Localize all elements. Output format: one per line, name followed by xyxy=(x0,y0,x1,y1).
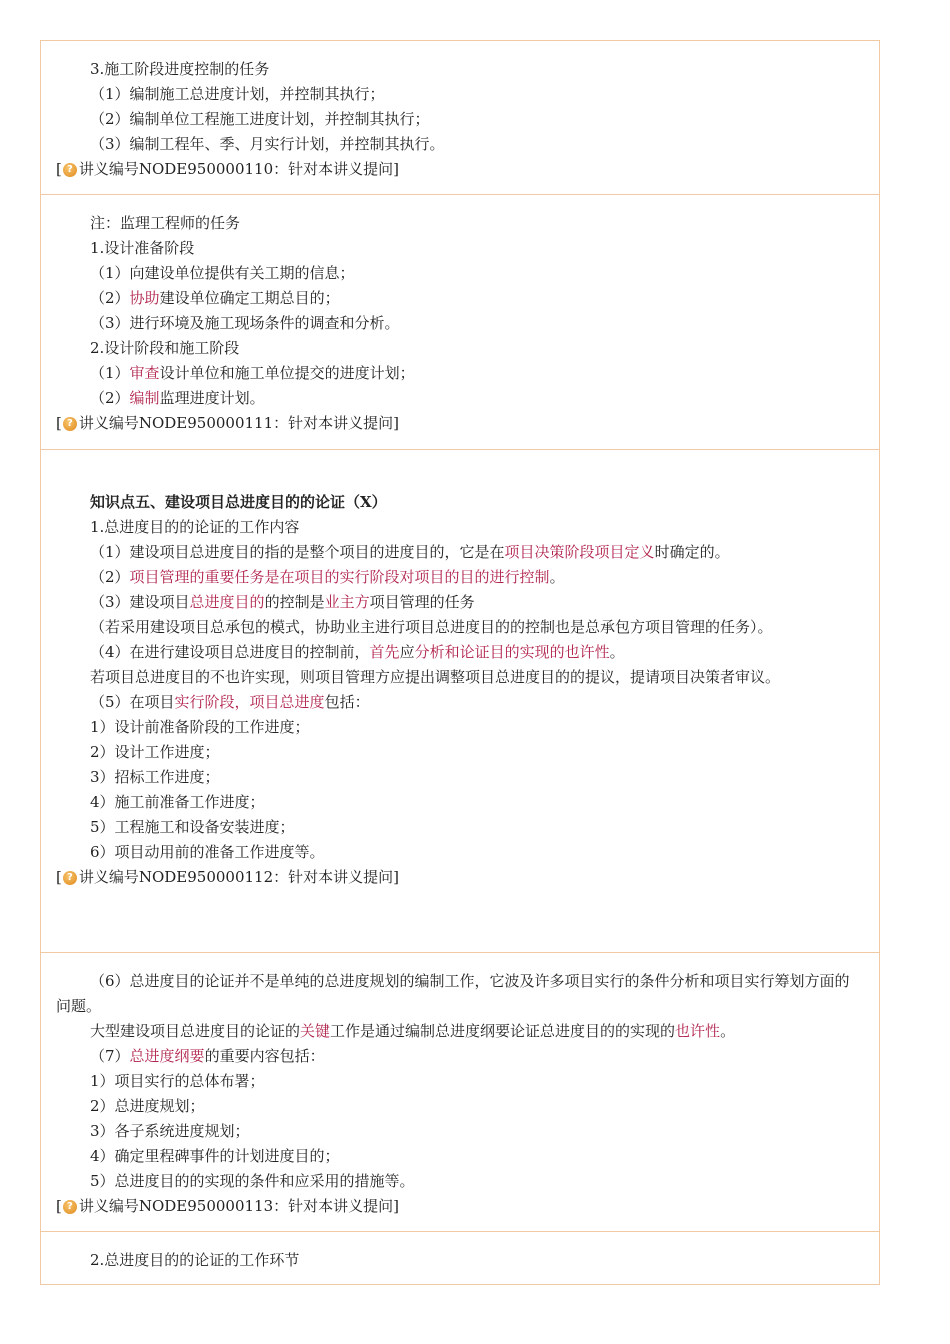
bracket: [ xyxy=(56,414,62,432)
list-item: 1）设计前准备阶段的工作进度； xyxy=(90,718,310,736)
text: 项目管理的任务 xyxy=(369,593,475,611)
lecture-ref-link[interactable] xyxy=(56,411,879,436)
text: 时确定的。 xyxy=(654,543,730,561)
list-item: （1）向建设单位提供有关工期的信息； xyxy=(90,264,355,282)
text: （1）建设项目总进度目的指的是整个项目的进度目的，它是在 xyxy=(90,543,505,561)
lecture-ref-text: 讲义编号NODE950000113：针对本讲义提问] xyxy=(78,1197,400,1215)
paragraph xyxy=(56,590,879,615)
list-item xyxy=(56,286,879,311)
section-title: 3.施工阶段进度控制的任务 xyxy=(90,60,270,78)
list-item: 4）施工前准备工作进度； xyxy=(90,793,265,811)
lecture-ref-text: 讲义编号NODE950000111：针对本讲义提问] xyxy=(78,414,400,432)
item-number: （1） xyxy=(90,364,130,382)
item-number: （2） xyxy=(90,389,130,407)
section-heading: 知识点五、建设项目总进度目的的论证（X） xyxy=(90,493,387,511)
list-item: 4）确定里程碑事件的计划进度目的； xyxy=(90,1147,340,1165)
subheading: 1.总进度目的的论证的工作内容 xyxy=(90,518,300,536)
section-outline-contents xyxy=(41,952,879,1219)
list-item: 3）招标工作进度； xyxy=(90,768,220,786)
item-text: 建设单位确定工期总目的； xyxy=(159,289,340,307)
lecture-ref-link[interactable] xyxy=(56,865,879,890)
highlight-text: 编制 xyxy=(129,389,160,407)
subheading: 1.设计准备阶段 xyxy=(90,239,195,257)
item-text: 监理进度计划。 xyxy=(159,389,265,407)
text: 应 xyxy=(399,643,415,661)
bracket: [ xyxy=(56,868,62,886)
text: 的重要内容包括： xyxy=(204,1047,325,1065)
question-icon[interactable]: ? xyxy=(63,417,77,431)
paragraph xyxy=(56,640,879,665)
paragraph xyxy=(56,1044,879,1069)
text: （3）建设项目 xyxy=(90,593,190,611)
text: 。 xyxy=(609,643,625,661)
lecture-ref-text: 讲义编号NODE950000110：针对本讲义提问] xyxy=(78,160,400,178)
highlight-text: 总进度目的 xyxy=(189,593,265,611)
text: 。 xyxy=(549,568,565,586)
highlight-text: 项目决策阶段项目定义 xyxy=(504,543,655,561)
list-item: （1）编制施工总进度计划，并控制其执行； xyxy=(90,85,385,103)
text: 的控制是 xyxy=(264,593,325,611)
text: （7） xyxy=(90,1047,130,1065)
list-item: 2）设计工作进度； xyxy=(90,743,220,761)
list-item: 2）总进度规划； xyxy=(90,1097,205,1115)
list-item: 1）项目实行的总体布署； xyxy=(90,1072,265,1090)
highlight-text: 协助 xyxy=(129,289,160,307)
list-item xyxy=(56,386,879,411)
list-item: （3）编制工程年、季、月实行计划，并控制其执行。 xyxy=(90,135,445,153)
highlight-text: 审查 xyxy=(129,364,160,382)
highlight-text: 业主方 xyxy=(324,593,370,611)
question-icon[interactable]: ? xyxy=(63,163,77,177)
text: 大型建设项目总进度目的论证的 xyxy=(90,1022,301,1040)
section-supervisor-tasks xyxy=(41,194,879,436)
text: 包括： xyxy=(324,693,370,711)
list-item: 3）各子系统进度规划； xyxy=(90,1122,250,1140)
highlight-text: 关键 xyxy=(300,1022,331,1040)
text: 工作是通过编制总进度纲要论证总进度目的的实现的 xyxy=(330,1022,676,1040)
content-frame xyxy=(40,40,880,1285)
paragraph xyxy=(56,565,879,590)
list-item: （2）编制单位工程施工进度计划，并控制其执行； xyxy=(90,110,430,128)
highlight-text: 实行阶段，项目总进度 xyxy=(174,693,325,711)
question-icon[interactable]: ? xyxy=(63,871,77,885)
section-knowledge-point-five xyxy=(41,449,879,890)
note-title: 注：监理工程师的任务 xyxy=(90,214,241,232)
section-title: 2.总进度目的的论证的工作环节 xyxy=(90,1251,300,1269)
paragraph: （6）总进度目的论证并不是单纯的总进度规划的编制工作，它波及许多项目实行的条件分析和项目实行筹划方面的问题。 xyxy=(56,972,850,1015)
lecture-ref-link[interactable] xyxy=(56,157,879,182)
lecture-ref-link[interactable] xyxy=(56,1194,879,1219)
text: （4）在进行建设项目总进度目的控制前， xyxy=(90,643,370,661)
highlight-text: 项目管理的重要任务是在项目的实行阶段对项目的目的进行控制 xyxy=(129,568,550,586)
section-construction-tasks xyxy=(41,57,879,182)
list-item xyxy=(56,361,879,386)
paragraph xyxy=(56,1019,879,1044)
paragraph xyxy=(56,540,879,565)
subheading: 2.设计阶段和施工阶段 xyxy=(90,339,240,357)
text: （2） xyxy=(90,568,130,586)
text: （5）在项目 xyxy=(90,693,175,711)
highlight-text: 分析和论证目的实现的也许性 xyxy=(414,643,610,661)
highlight-text: 也许性 xyxy=(675,1022,721,1040)
section-work-steps xyxy=(41,1231,879,1273)
list-item: 5）总进度目的的实现的条件和应采用的措施等。 xyxy=(90,1172,415,1190)
paragraph: （若采用建设项目总承包的模式，协助业主进行项目总进度目的的控制也是总承包方项目管理的任务）。 xyxy=(90,618,773,636)
list-item: （3）进行环境及施工现场条件的调查和分析。 xyxy=(90,314,400,332)
bracket: [ xyxy=(56,1197,62,1215)
text: 。 xyxy=(720,1022,736,1040)
list-item: 5）工程施工和设备安装进度； xyxy=(90,818,295,836)
highlight-text: 总进度纲要 xyxy=(129,1047,205,1065)
item-number: （2） xyxy=(90,289,130,307)
lecture-ref-text: 讲义编号NODE950000112：针对本讲义提问] xyxy=(78,868,400,886)
highlight-text: 首先 xyxy=(369,643,400,661)
item-text: 设计单位和施工单位提交的进度计划； xyxy=(159,364,415,382)
bracket: [ xyxy=(56,160,62,178)
list-item: 6）项目动用前的准备工作进度等。 xyxy=(90,843,325,861)
paragraph: 若项目总进度目的不也许实现，则项目管理方应提出调整项目总进度目的的提议，提请项目决策者审议。 xyxy=(90,668,781,686)
paragraph xyxy=(56,690,879,715)
question-icon[interactable]: ? xyxy=(63,1200,77,1214)
